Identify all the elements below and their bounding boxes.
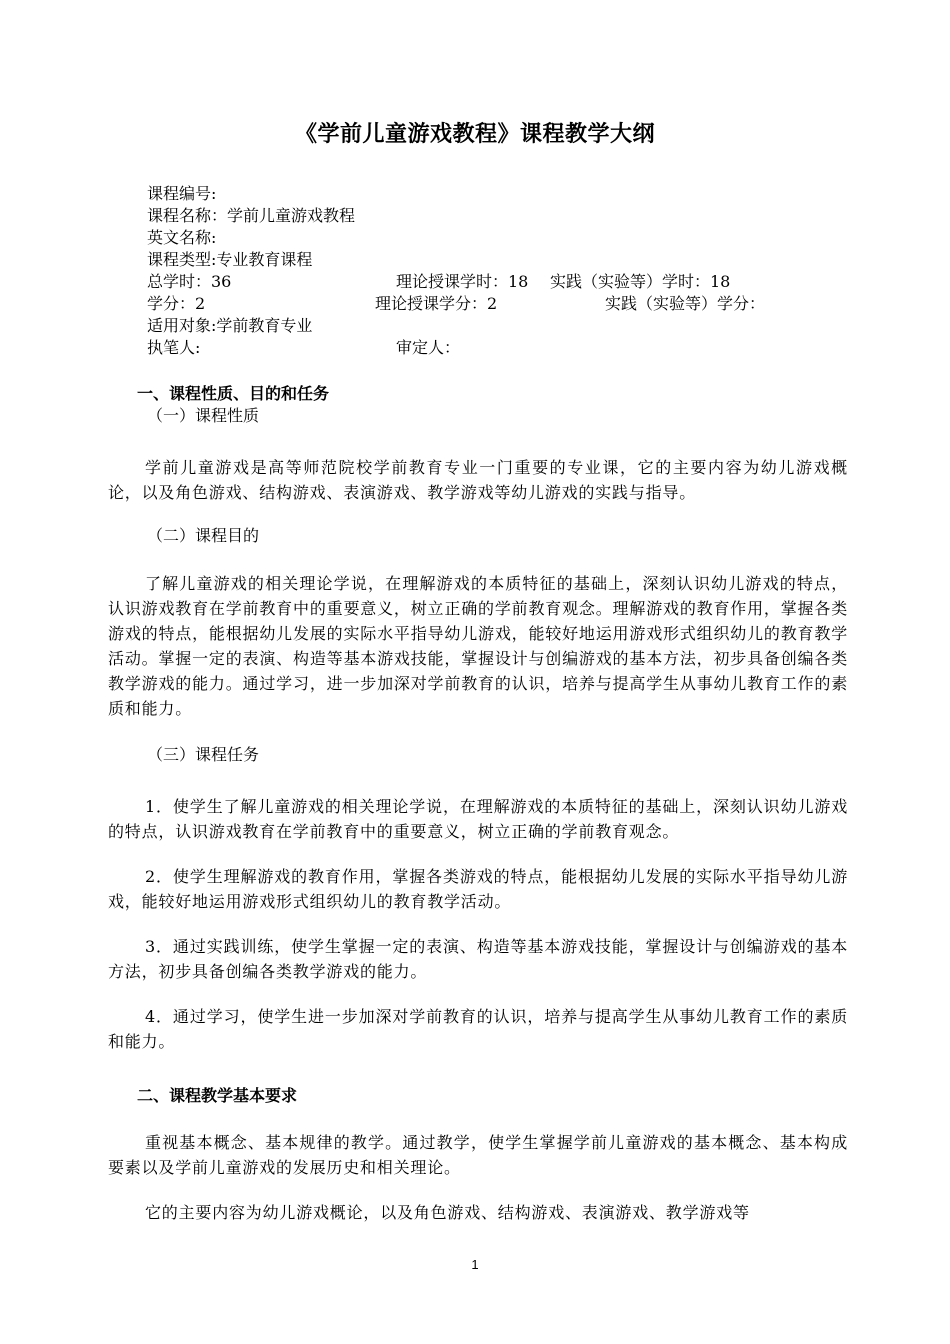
practice-credits: 实践（实验等）学分： — [605, 294, 766, 313]
subsection-heading: （一）课程性质 — [147, 406, 260, 425]
reviewer: 审定人： — [396, 338, 461, 357]
subsection-heading: （二）课程目的 — [147, 526, 260, 545]
task-item: 1．使学生了解儿童游戏的相关理论学说，在理解游戏的本质特征的基础上，深刻认识幼儿游戏的特点，认识游戏教育在学前教育中的重要意义，树立正确的学前教育观念。 — [108, 797, 848, 841]
theory-hours: 理论授课学时：18 — [396, 272, 529, 291]
section-heading: 一、课程性质、目的和任务 — [137, 384, 330, 403]
theory-credits: 理论授课学分：2 — [375, 294, 498, 313]
course-type: 课程类型:专业教育课程 — [147, 250, 313, 269]
paragraph: 学前儿童游戏是高等师范院校学前教育专业一门重要的专业课，它的主要内容为幼儿游戏概论，以及角色游戏、结构游戏、表演游戏、教学游戏等幼儿游戏的实践与指导。 — [108, 458, 848, 502]
subsection-heading: （三）课程任务 — [147, 745, 260, 764]
section-heading: 二、课程教学基本要求 — [137, 1086, 298, 1105]
course-name: 课程名称：学前儿童游戏教程 — [147, 206, 356, 225]
author: 执笔人: — [147, 338, 201, 357]
page-number: 1 — [471, 1257, 479, 1272]
english-name: 英文名称: — [147, 228, 217, 247]
task-item: 4．通过学习，使学生进一步加深对学前教育的认识，培养与提高学生从事幼儿教育工作的素质和能力。 — [108, 1007, 848, 1051]
task-item: 3．通过实践训练，使学生掌握一定的表演、构造等基本游戏技能，掌握设计与创编游戏的基本方法，初步具备创编各类教学游戏的能力。 — [108, 937, 848, 981]
practice-hours: 实践（实验等）学时：18 — [550, 272, 731, 291]
task-item: 2．使学生理解游戏的教育作用，掌握各类游戏的特点，能根据幼儿发展的实际水平指导幼儿游戏，能较好地运用游戏形式组织幼儿的教育教学活动。 — [108, 867, 848, 911]
paragraph: 了解儿童游戏的相关理论学说，在理解游戏的本质特征的基础上，深刻认识幼儿游戏的特点，认识游戏教育在学前教育中的重要意义，树立正确的学前教育观念。理解游戏的教育作用，掌握各类游戏的特点，能根据幼儿发展的实际水平指导幼儿游戏，能较好地运用游戏形式组织幼儿的教育教学活动。掌握一定的表演、构造等基本游戏技能，掌握设计与创编游戏的基本方法，初步具备创编各类教学游戏的能力。通过学习，进一步加深对学前教育的认识，培养与提高学生从事幼儿教育工作的素质和能力。 — [108, 574, 848, 718]
document-title: 《学前儿童游戏教程》课程教学大纲 — [294, 122, 655, 147]
course-code: 课程编号: — [147, 184, 217, 203]
credits: 学分：2 — [147, 294, 206, 313]
audience: 适用对象:学前教育专业 — [147, 316, 313, 335]
total-hours: 总学时：36 — [147, 272, 232, 291]
paragraph: 它的主要内容为幼儿游戏概论，以及角色游戏、结构游戏、表演游戏、教学游戏等 — [145, 1203, 750, 1222]
paragraph: 重视基本概念、基本规律的教学。通过教学，使学生掌握学前儿童游戏的基本概念、基本构成要素以及学前儿童游戏的发展历史和相关理论。 — [108, 1133, 848, 1177]
